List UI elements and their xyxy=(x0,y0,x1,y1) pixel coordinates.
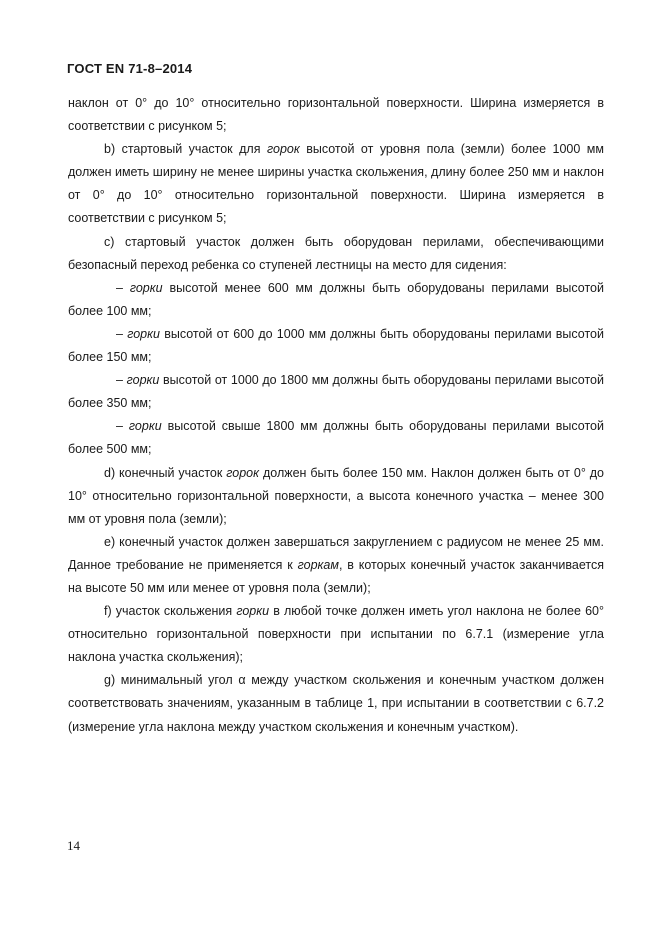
paragraph-item-c: c) стартовый участок должен быть оборудован перилами, обеспечивающими безопасный переход ребенка со ступеней лестницы на место для сидения: xyxy=(68,234,604,272)
emphasis-term: горки xyxy=(128,419,162,434)
page-number: 14 xyxy=(67,838,80,853)
paragraph-item-g: g) минимальный угол α между участком скольжения и конечным участком должен соответствовать значениям, указанным в таблице 1, при испытании в соответствии с 6.7.2 (измерение угла наклона между участком скольжения и конечным участком). xyxy=(68,673,604,734)
list-item-dash-4: – горки высотой свыше 1800 мм должны быть оборудованы перилами высотой более 500 мм; xyxy=(68,419,604,457)
paragraph-item-d: d) конечный участок горок должен быть более 150 мм. Наклон должен быть от 0° до 10° относительно горизонтальной поверхности, а высота конечного участка – менее 300 мм от уровня пола (земли); xyxy=(68,465,604,526)
list-item-dash-1: – горки высотой менее 600 мм должны быть оборудованы перилами высотой более 100 мм; xyxy=(68,280,604,318)
paragraph-item-b: b) стартовый участок для горок высотой от уровня пола (земли) более 1000 мм должен иметь ширину не менее ширины участка скольжения, длину более 250 мм и наклон от 0° до 10° относительно горизонтальной поверхности. Ширина измеряется в соответствии с рисунком 5; xyxy=(68,142,604,226)
emphasis-term: горки xyxy=(236,604,270,619)
paragraph-item-e: e) конечный участок должен завершаться закруглением с радиусом не менее 25 мм. Данное требование не применяется к горкам, в которых конечный участок заканчивается на высоте 50 мм или менее от уровня пола (земли); xyxy=(68,534,604,595)
emphasis-term: горки xyxy=(127,326,160,341)
emphasis-term: горки xyxy=(126,373,160,388)
document-body xyxy=(68,92,604,739)
list-item-dash-3: – горки высотой от 1000 до 1800 мм должны быть оборудованы перилами высотой более 350 мм; xyxy=(68,373,604,411)
document-header: ГОСТ EN 71-8–2014 xyxy=(67,61,193,76)
emphasis-term: горки xyxy=(129,280,163,295)
paragraph-continuation: наклон от 0° до 10° относительно горизонтальной поверхности. Ширина измеряется в соответствии с рисунком 5; xyxy=(68,96,604,134)
paragraph-item-f: f) участок скольжения горки в любой точке должен иметь угол наклона не более 60° относительно горизонтальной поверхности при испытании по 6.7.1 (измерение угла наклона участка скольжения); xyxy=(68,604,604,665)
emphasis-term: горкам xyxy=(297,557,339,572)
list-item-dash-2: – горки высотой от 600 до 1000 мм должны быть оборудованы перилами высотой более 150 мм; xyxy=(68,326,604,365)
emphasis-term: горок xyxy=(266,142,300,157)
emphasis-term: горок xyxy=(226,465,260,480)
